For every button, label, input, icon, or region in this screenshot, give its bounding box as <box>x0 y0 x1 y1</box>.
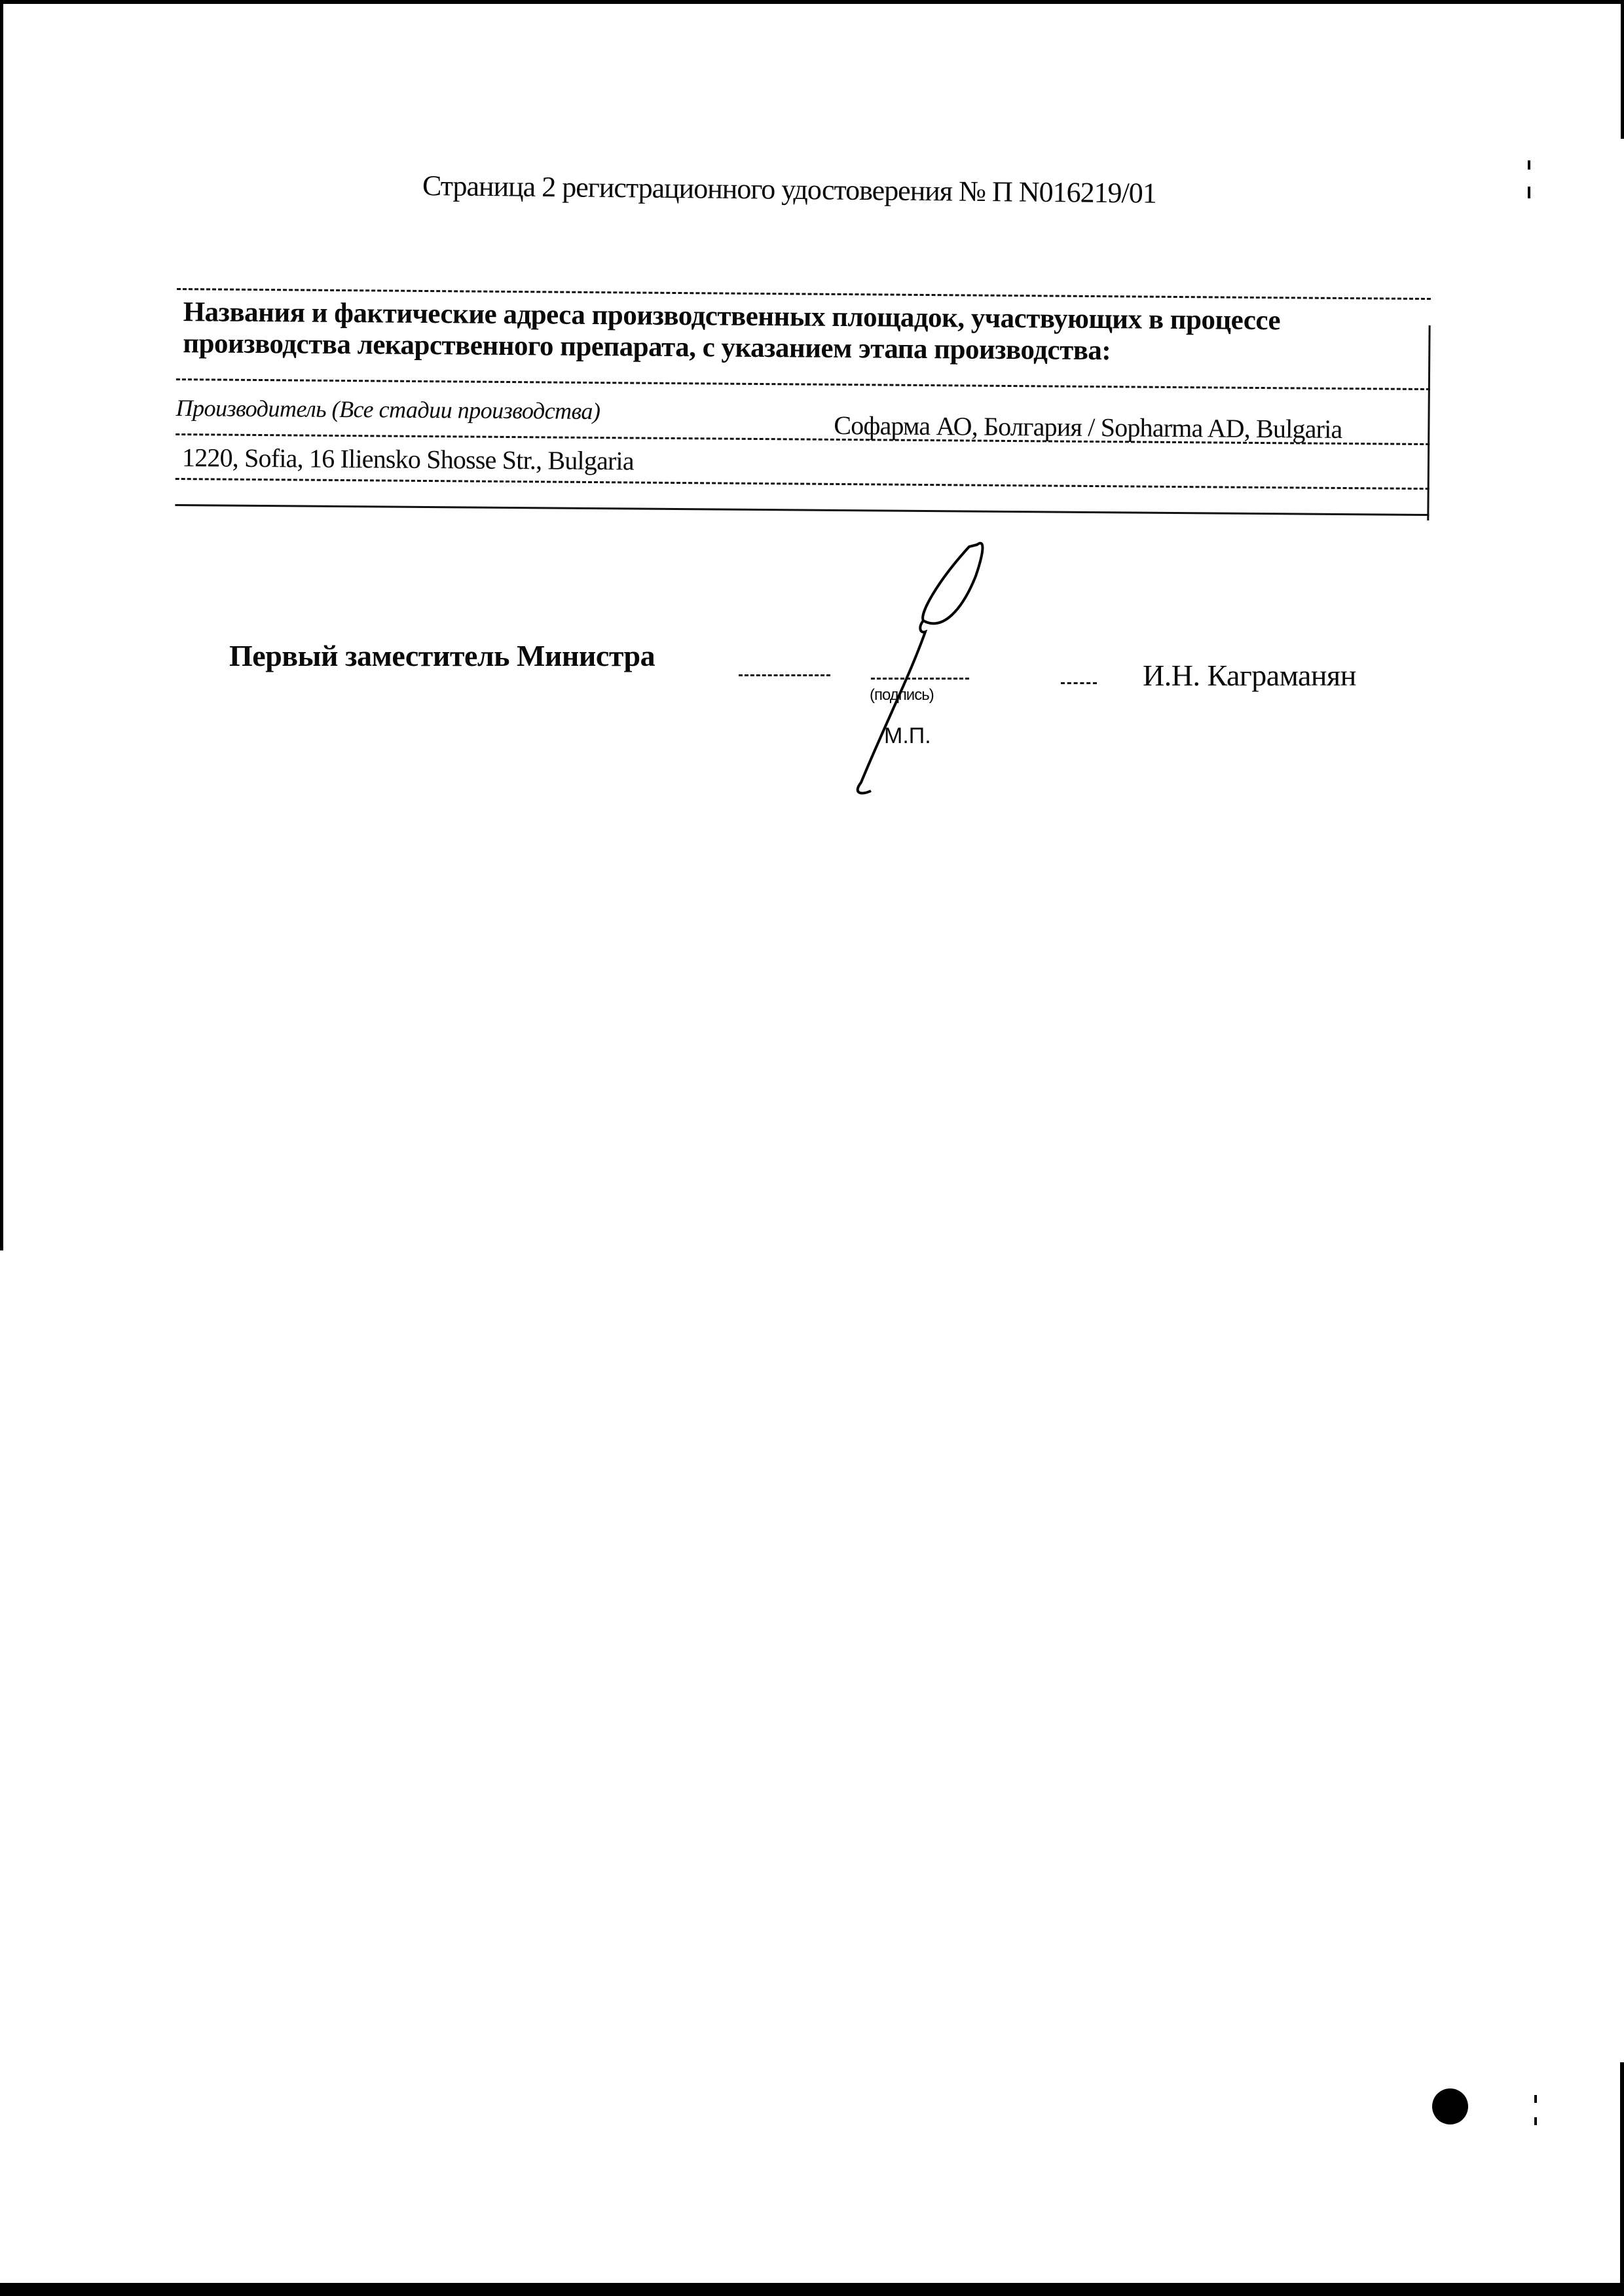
section-heading: Названия и фактические адреса производственных площадок, участвующих в процессе <box>183 297 1281 337</box>
manufacturing-sites-table <box>175 288 1431 520</box>
manufacturer-address: 1220, Sofia, 16 Iliensko Shosse Str., Bulgaria <box>181 443 634 476</box>
handwritten-signature-icon <box>838 524 1008 799</box>
scan-edge-left <box>0 0 3 1250</box>
scan-edge-top <box>0 0 1624 4</box>
signature-line <box>739 674 830 676</box>
production-stage: Производитель (Все стадии производства) <box>175 394 600 425</box>
scan-mark <box>1528 160 1530 170</box>
table-divider <box>175 478 1430 490</box>
scan-mark <box>1528 187 1530 198</box>
manufacturer-name: Софарма АО, Болгария / Sopharma AD, Bulgaria <box>834 410 1342 444</box>
scan-edge-right <box>1621 0 1624 139</box>
scan-mark <box>1534 2095 1537 2103</box>
table-border-right <box>1427 325 1430 520</box>
table-border-bottom <box>175 504 1429 516</box>
stamp-place-label: М.П. <box>884 723 931 748</box>
signature-line <box>1061 682 1097 684</box>
page-title: Страница 2 регистрационного удостоверения № П N016219/01 <box>422 170 1157 210</box>
scan-edge-right-lower <box>1620 2062 1624 2296</box>
table-divider <box>176 378 1430 390</box>
signatory-title: Первый заместитель Министра <box>229 639 655 672</box>
punch-hole-mark <box>1432 2088 1468 2124</box>
scan-edge-bottom <box>0 2283 1624 2296</box>
signature-caption: (подпись) <box>870 686 934 704</box>
signatory-name: И.Н. Каграманян <box>1143 659 1356 692</box>
section-heading-cont: производства лекарственного препарата, с указанием этапа производства: <box>183 328 1111 367</box>
scan-mark <box>1534 2117 1537 2125</box>
